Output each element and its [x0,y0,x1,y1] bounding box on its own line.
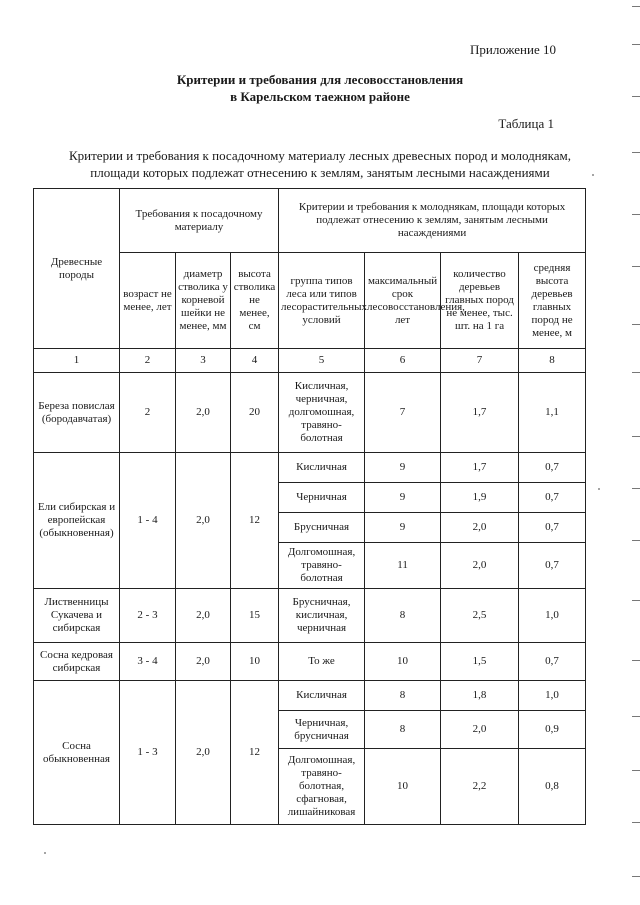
table-row [34,681,586,711]
count-cell: 1,5 [441,643,519,681]
species-cell: Береза повислая (бородавчатая) [34,373,120,453]
caption-line-2: площади которых подлежат отнесению к землям, занятым лесными насаждениями [90,165,550,180]
age-cell: 1 - 4 [120,453,176,589]
count-cell: 2,5 [441,589,519,643]
height-cell: 15 [231,589,279,643]
species-cell: Ели сибирская и европейская (обыкновенная) [34,453,120,589]
diameter-cell: 2,0 [176,681,231,825]
height-cell: 12 [231,681,279,825]
forest-type-cell: Брусничная, кисличная, черничная [279,589,365,643]
forest-type-cell: Кисличная [279,453,365,483]
forest-type-cell: Черничная, брусничная [279,711,365,749]
header-tree-count: количество деревьев главных пород не менее, тыс. шт. на 1 га [441,253,519,349]
forest-type-cell: Долгомошная, травяно-болотная [279,543,365,589]
column-numbers-row [34,349,586,373]
avg-height-cell: 1,0 [519,681,586,711]
term-cell: 9 [365,513,441,543]
scan-speck [592,174,594,176]
count-cell: 2,0 [441,711,519,749]
margin-tick [632,876,640,877]
forest-type-cell: Кисличная, черничная, долгомошная, травяно-болотная [279,373,365,453]
criteria-table [33,188,586,825]
avg-height-cell: 0,8 [519,749,586,825]
caption-line-1: Критерии и требования к посадочному материалу лесных древесных пород и молоднякам, [69,148,571,163]
table-row [34,373,586,453]
diameter-cell: 2,0 [176,453,231,589]
margin-tick [632,96,640,97]
count-cell: 2,0 [441,543,519,589]
margin-tick [632,436,640,437]
header-species: Древесные породы [34,189,120,349]
scan-speck [598,488,600,490]
header-age: возраст не менее, лет [120,253,176,349]
term-cell: 7 [365,373,441,453]
appendix-label: Приложение 10 [469,42,556,57]
header-planting-material: Требования к посадочному материалу [120,189,279,253]
term-cell: 9 [365,483,441,513]
term-cell: 8 [365,711,441,749]
term-cell: 8 [365,681,441,711]
col-number: 8 [519,349,586,373]
species-cell: Лиственницы Сукачева и сибирская [34,589,120,643]
margin-tick [632,770,640,771]
margin-tick [632,152,640,153]
avg-height-cell: 0,7 [519,643,586,681]
margin-tick [632,266,640,267]
margin-tick [632,372,640,373]
forest-type-cell: Кисличная [279,681,365,711]
term-cell: 9 [365,453,441,483]
margin-tick [632,660,640,661]
margin-tick [632,324,640,325]
forest-type-cell: То же [279,643,365,681]
table-caption [0,147,640,181]
header-height: высота стволика не менее, см [231,253,279,349]
col-number: 7 [441,349,519,373]
margin-tick [632,600,640,601]
count-cell: 1,7 [441,373,519,453]
forest-type-cell: Черничная [279,483,365,513]
margin-tick [632,488,640,489]
scan-speck [44,852,46,854]
header-young-stands: Критерии и требования к молоднякам, площади которых подлежат отнесению к землям, занятым лесными насаждениями [279,189,586,253]
avg-height-cell: 1,1 [519,373,586,453]
title-line-2: в Карельском таежном районе [230,89,410,104]
margin-tick [632,540,640,541]
height-cell: 10 [231,643,279,681]
col-number: 5 [279,349,365,373]
table-row [34,453,586,483]
margin-tick [632,214,640,215]
avg-height-cell: 0,9 [519,711,586,749]
header-max-term: максимальный срок лесовосстановления, лет [365,253,441,349]
document-title [0,71,640,105]
avg-height-cell: 0,7 [519,543,586,589]
height-cell: 12 [231,453,279,589]
count-cell: 2,2 [441,749,519,825]
forest-type-cell: Брусничная [279,513,365,543]
term-cell: 11 [365,543,441,589]
count-cell: 1,9 [441,483,519,513]
avg-height-cell: 0,7 [519,513,586,543]
count-cell: 2,0 [441,513,519,543]
diameter-cell: 2,0 [176,589,231,643]
count-cell: 1,7 [441,453,519,483]
avg-height-cell: 0,7 [519,453,586,483]
table-row [34,643,586,681]
header-diameter: диаметр стволика у корневой шейки не менее, мм [176,253,231,349]
margin-tick [632,822,640,823]
height-cell: 20 [231,373,279,453]
title-line-1: Критерии и требования для лесовосстановления [176,72,464,87]
header-forest-type: группа типов леса или типов лесорастительных условий [279,253,365,349]
diameter-cell: 2,0 [176,373,231,453]
margin-tick [632,716,640,717]
table-number: Таблица 1 [498,116,554,131]
col-number: 3 [176,349,231,373]
species-cell: Сосна обыкновенная [34,681,120,825]
term-cell: 10 [365,749,441,825]
header-avg-height: средняя высота деревьев главных пород не менее, м [519,253,586,349]
table-row [34,589,586,643]
species-cell: Сосна кедровая сибирская [34,643,120,681]
count-cell: 1,8 [441,681,519,711]
col-number: 4 [231,349,279,373]
forest-type-cell: Долгомошная, травяно-болотная, сфагновая, лишайниковая [279,749,365,825]
avg-height-cell: 0,7 [519,483,586,513]
col-number: 6 [365,349,441,373]
margin-tick [632,6,640,7]
margin-tick [632,44,640,45]
age-cell: 1 - 3 [120,681,176,825]
age-cell: 2 - 3 [120,589,176,643]
term-cell: 8 [365,589,441,643]
diameter-cell: 2,0 [176,643,231,681]
age-cell: 2 [120,373,176,453]
avg-height-cell: 1,0 [519,589,586,643]
col-number: 2 [120,349,176,373]
col-number: 1 [34,349,120,373]
term-cell: 10 [365,643,441,681]
age-cell: 3 - 4 [120,643,176,681]
